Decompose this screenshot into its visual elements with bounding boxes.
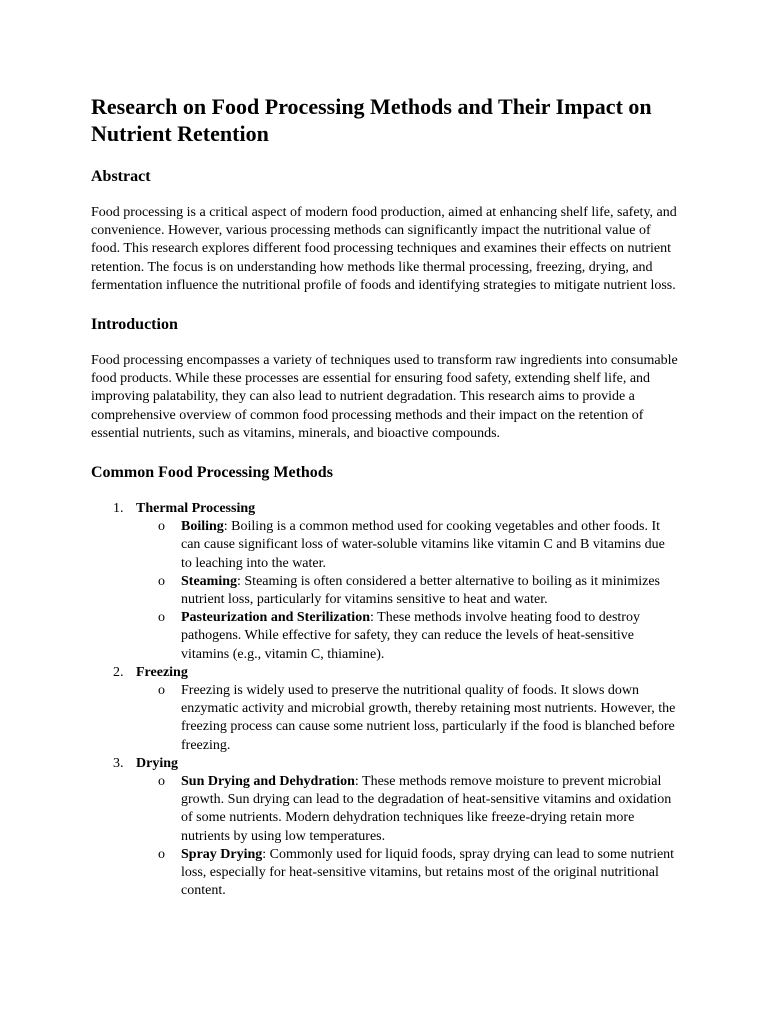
sub-item [136,573,678,609]
sub-item-term: Steaming [181,573,237,589]
sub-item [136,682,678,755]
method-item [91,664,678,755]
sub-item [136,846,678,901]
abstract-text: Food processing is a critical aspect of modern food production, aimed at enhancing shelf life, safety, and convenience. However, various processing methods can significantly impact the nutritional value of food. This research explores different food processing techniques and examines their effects on nutrient retention. The focus is on understanding how methods like thermal processing, freezing, drying, and fermentation influence the nutritional profile of foods and identifying strategies to mitigate nutrient loss. [91,205,677,293]
methods-heading: Common Food Processing Methods [91,464,333,482]
sub-item-term: Spray Drying [181,846,263,862]
method-item [91,500,678,664]
sub-item-text: : These methods remove moisture to prevent microbial growth. Sun drying can lead to the degradation of heat-sensitive vitamins and oxidation of some nutrients. Modern dehydration techniques like freeze-drying retain more nutrients by using low temperatures. [181,774,672,844]
introduction-text: Food processing encompasses a variety of techniques used to transform raw ingredients into consumable food products. While these processes are essential for ensuring food safety, extending shelf life, and improving palatability, they can also lead to nutrient degradation. This research aims to provide a comprehensive overview of common food processing methods and their impact on the retention of essential nutrients, such as vitamins, minerals, and bioactive compounds. [91,353,678,441]
bullet-icon: o [158,846,165,862]
sub-item-text: : These methods involve heating food to destroy pathogens. While effective for safety, they can reduce the levels of heat-sensitive vitamins (e.g., vitamin C, thiamine). [181,610,640,662]
sub-item-term: Pasteurization and Sterilization [181,610,370,626]
bullet-icon: o [158,519,165,535]
method-sublist [136,518,678,664]
bullet-icon: o [158,610,165,626]
method-title: Drying [136,755,178,771]
sub-item-text: Freezing is widely used to preserve the nutritional quality of foods. It slows down enzymatic activity and microbial growth, thereby retaining most nutrients. However, the freezing process can cause some nutrient loss, particularly if the food is blanched before freezing. [181,683,676,753]
method-title: Thermal Processing [136,501,256,517]
introduction-heading: Introduction [91,316,178,334]
sub-item-term: Sun Drying and Dehydration [181,774,355,790]
method-number: 1. [113,501,124,517]
sub-item [136,773,678,846]
bullet-icon: o [158,683,165,699]
sub-item-term: Boiling [181,519,224,535]
bullet-icon: o [158,573,165,589]
method-item [91,755,678,901]
method-title: Freezing [136,664,188,680]
sub-item [136,609,678,664]
paper-title: Research on Food Processing Methods and Their Impact on Nutrient Retention [91,94,652,146]
methods-list [91,500,678,900]
sub-item-text: : Commonly used for liquid foods, spray drying can lead to some nutrient loss, especially for heat-sensitive vitamins, but retains most of the original nutritional content. [181,846,675,899]
sub-item-text: : Boiling is a common method used for cooking vegetables and other foods. It can cause significant loss of water-soluble vitamins like vitamin C and B vitamins due to leaching into the water. [181,519,665,571]
sub-item-text: : Steaming is often considered a better alternative to boiling as it minimizes nutrient loss, particularly for vitamins sensitive to heat and water. [181,573,661,608]
sub-item [136,518,678,573]
method-sublist [136,773,678,900]
method-number: 2. [113,664,124,680]
bullet-icon: o [158,774,165,790]
abstract-heading: Abstract [91,168,151,185]
method-sublist [136,682,678,755]
method-number: 3. [113,755,124,771]
